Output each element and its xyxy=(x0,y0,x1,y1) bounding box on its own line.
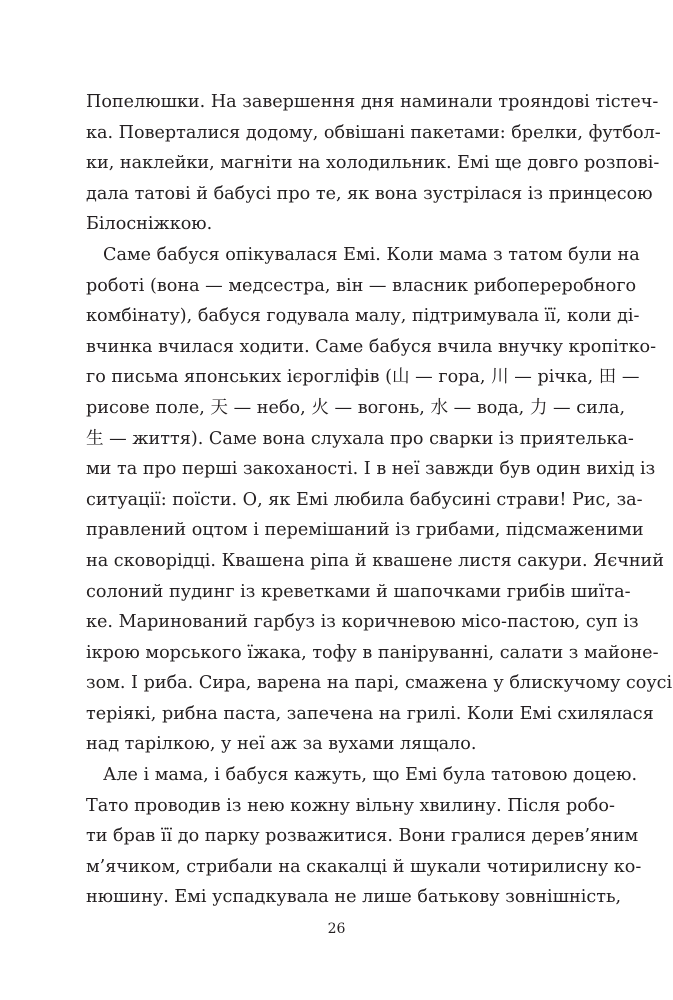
text-line: над тарілкою, у неї аж за вухами лящало. xyxy=(86,734,477,755)
text-line: рисове поле, 天 — небо, 火 — вогонь, 水 — вода, 力 — сила, xyxy=(86,397,626,418)
text-line: на сковорідці. Квашена ріпа й квашене листя сакури. Яєчний xyxy=(86,550,665,571)
text-line: теріякі, рибна паста, запечена на грилі. Коли Емі схилялася xyxy=(86,703,654,724)
text-line: 生 — життя). Саме вона слухала про сварки із приятелька- xyxy=(86,428,634,449)
text-line: дала татові й бабусі про те, як вона зустрілася із принцесою xyxy=(86,183,653,204)
text-line: ікрою морського їжака, тофу в паніруванні, салати з майоне- xyxy=(86,642,659,663)
text-line: зом. І риба. Сира, варена на парі, смажена у блискучому соусі xyxy=(86,673,673,694)
text-line: роботі (вона — медсестра, він — власник рибопереробного xyxy=(86,275,637,296)
text-line: Попелюшки. На завершення дня наминали трояндові тістеч- xyxy=(86,92,659,112)
text-line: ситуації: поїсти. О, як Емі любила бабусині страви! Рис, за- xyxy=(86,489,643,510)
paragraph-first-line: Але і мама, і бабуся кажуть, що Емі була татовою доцею. xyxy=(103,765,638,786)
text-line: ке. Маринований гарбуз із коричневою місо-пастою, суп із xyxy=(86,612,639,633)
text-line: правлений оцтом і перемішаний із грибами, підсмаженими xyxy=(86,520,644,541)
text-line: ки, наклейки, магніти на холодильник. Емі ще довго розпові- xyxy=(86,153,660,174)
text-line: солоний пудинг із креветками й шапочками грибів шиїта- xyxy=(86,581,631,602)
page-number: 26 xyxy=(327,921,346,937)
body-text xyxy=(86,87,673,913)
text-line: Білосніжкою. xyxy=(86,214,213,235)
text-line: нюшину. Емі успадкувала не лише батькову зовнішність, xyxy=(86,887,622,908)
text-line: ка. Поверталися додому, обвішані пакетами: брелки, футбол- xyxy=(86,122,661,143)
text-line: Тато проводив із нею кожну вільну хвилину. Після робо- xyxy=(86,795,615,816)
text-line: м’ячиком, стрибали на скакалці й шукали чотирилисну ко- xyxy=(86,856,642,877)
text-line: вчинка вчилася ходити. Саме бабуся вчила внучку кропітко- xyxy=(86,336,657,357)
text-line: ти брав її до парку розважитися. Вони гралися дерев’яним xyxy=(86,826,639,847)
paragraph-first-line: Саме бабуся опікувалася Емі. Коли мама з татом були на xyxy=(103,244,640,265)
text-line: комбінату), бабуся годувала малу, підтримувала її, коли ді- xyxy=(86,306,640,327)
text-line: го письма японських ієрогліфів (山 — гора, 川 — річка, 田 — xyxy=(86,367,640,388)
text-line: ми та про перші закоханості. І в неї завжди був один вихід із xyxy=(86,459,656,480)
